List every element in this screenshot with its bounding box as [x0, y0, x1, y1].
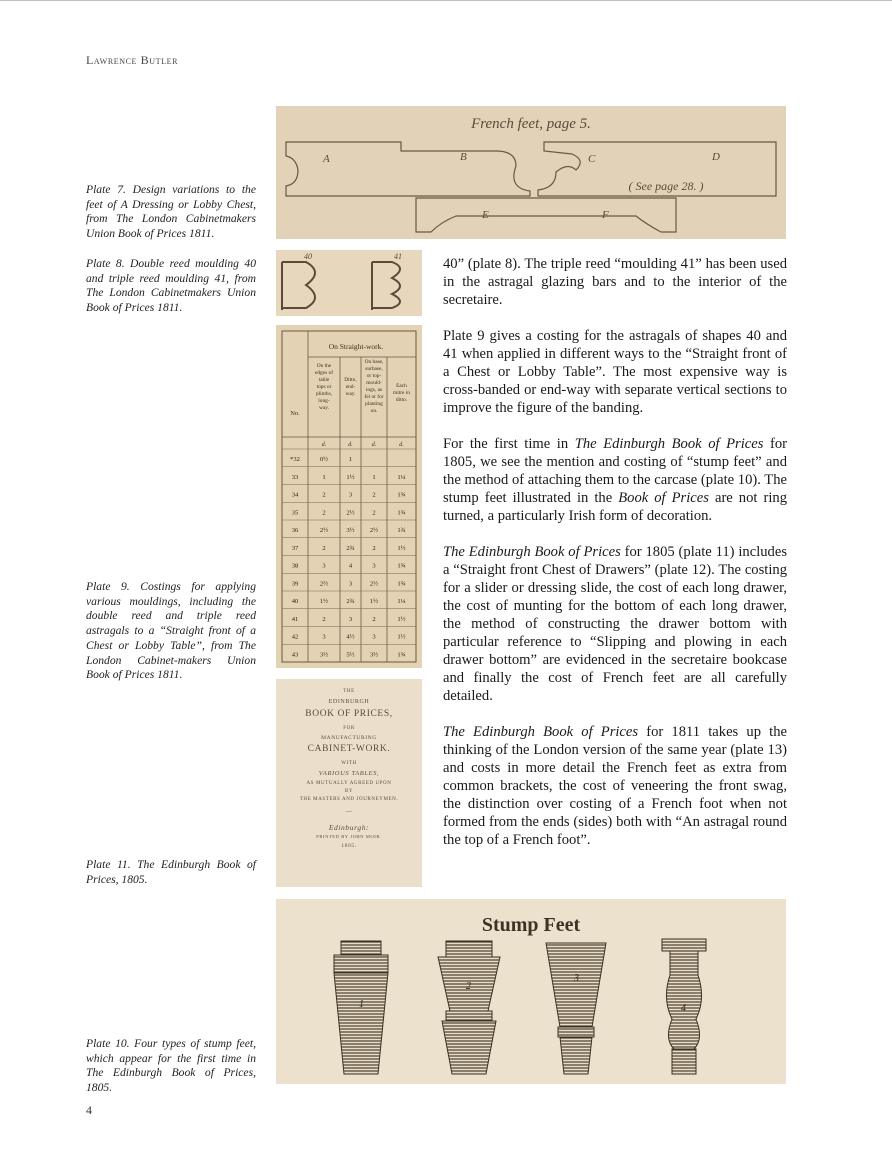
plate-9-cell: 1½ [346, 473, 355, 481]
plate-7-foot-ef [416, 198, 676, 232]
stump-foot-1-number: 1 [359, 999, 364, 1010]
plate-9-header-col2-line: Ditto, [344, 377, 357, 383]
paragraph-5-text: for 1811 takes up the thinking of the London version of the same year (plate 13) and costs in more detail the French feet as extra from common brackets, the cost of veneering the front swag, the distinction over costing of a French foot when not formed from the ends (sides) both with “An astragal round the top of a French foot”. [443, 724, 787, 848]
plate-9-cell: 3½ [346, 527, 355, 535]
stump-foot-4 [662, 939, 706, 1074]
plate-7-french-feet-image [276, 106, 786, 239]
plate-9-cell: 3½ [319, 651, 329, 659]
plate-8-label-40: 40 [304, 252, 312, 261]
stump-foot-3-number: 3 [574, 973, 579, 984]
plate-11-line: BOOK OF PRICES, [305, 709, 393, 720]
plate-9-cell: 43 [291, 651, 299, 659]
plate-9-cell: 1 [372, 473, 376, 481]
plate-9-header-col3-line: or top- [366, 373, 382, 379]
paragraph-4-text: for 1805 (plate 11) includes a “Straight front Chest of Drawers” (plate 12). The costing for a slider or dressing slide, the cost of each long drawer, the cost of munting for the bottom of each long drawer, the method of constructing the drawer bottom with particular reference to “Slipping and plowing in each drawer bottom” are evidenced in the secretaire bookcase and finally the cost of French feet are all carefully detailed. [443, 544, 787, 704]
plate-11-line: PRINTED BY JOHN MOIR. [316, 833, 382, 839]
paragraph-3-text-2: for 1805, we see the mention and costing of “stump feet” and the method of attaching them to the carcase (plate 10). The stump feet illustrated in the [443, 436, 787, 506]
plate-9-cell: 3 [348, 580, 353, 588]
plate-9-header-col1-line: long- [318, 398, 330, 404]
paragraph-4 [443, 543, 787, 705]
plate-9-header-col4-line: Each [396, 383, 407, 389]
plate-9-cell: 2½ [319, 527, 329, 535]
plate-9-header-col4-line: ditto. [395, 397, 408, 403]
plate-11-line: VARIOUS TABLES, [318, 769, 380, 777]
stump-foot-1 [334, 941, 388, 1074]
caption-plate-11: Plate 11. The Edinburgh Book of Prices, 1805. [86, 858, 256, 886]
plate-9-header-col3-line: fel or for [364, 394, 384, 400]
plate-9-cell: 2¾ [346, 598, 355, 606]
plate-9-header-col1-line: table [318, 377, 330, 383]
paragraph-3-title-2: Book of Prices [618, 490, 709, 506]
plate-9-cell: 3 [372, 562, 376, 570]
plate-9-header-col4-line: mitre in [393, 390, 410, 396]
plate-8-double-reed [282, 262, 315, 310]
paragraph-3-text: For the first time in [443, 436, 575, 452]
plate-9-cell: 2 [372, 544, 376, 552]
plate-9-header-col3-line: on. [370, 408, 378, 414]
plate-9-cell: 1¼ [397, 473, 406, 481]
plate-8-reed-moulding-image [276, 250, 422, 316]
plate-9-cell: 2 [322, 509, 326, 517]
plate-9-cell: 4 [348, 562, 353, 570]
plate-9-header-col1-line: edges of [314, 370, 334, 376]
plate-9-cell: 5½ [346, 651, 355, 659]
plate-9-cell: 0½ [319, 456, 329, 464]
plate-9-unit-mark: d. [399, 442, 404, 448]
plate-9-header-col1-line: way. [319, 405, 329, 411]
plate-11-line: BY [344, 789, 354, 795]
paragraph-3-text-3: are not ring turned, a particularly Irish form of decoration. [443, 490, 787, 524]
plate-9-cell: 1¾ [397, 509, 406, 517]
plate-9-cell: 2 [372, 509, 376, 517]
plate-9-header-col1-line: plinths, [315, 391, 333, 397]
plate-9-cell: 42 [291, 633, 299, 641]
plate-7-letter-a: A [323, 153, 330, 165]
plate-7-foot-ab [286, 142, 530, 196]
plate-9-cell: 36 [291, 527, 299, 535]
plate-9-header-col3-line: surbase, [365, 366, 383, 372]
plate-11-line: EDINBURGH [328, 699, 370, 705]
plate-11-line: — [345, 809, 353, 816]
plate-7-letter-f: F [602, 209, 609, 221]
plate-11-line: MANUFACTURING [321, 734, 377, 741]
plate-9-cell: 2½ [369, 527, 379, 535]
plate-9-cell: 2¾ [346, 544, 355, 552]
plate-7-letter-b: B [460, 151, 467, 163]
stump-foot-2 [438, 941, 500, 1074]
plate-9-unit-mark: d. [371, 442, 377, 448]
plate-9-cell: 2 [322, 491, 326, 499]
plate-11-line: THE [343, 689, 355, 694]
stump-foot-3 [546, 943, 606, 1074]
plate-9-unit-mark: d. [348, 442, 353, 448]
plate-7-letter-e: E [482, 209, 489, 221]
running-head: Lawrence Butler [86, 53, 179, 67]
plate-11-line: 1805. [341, 842, 357, 849]
plate-9-cell: 34 [291, 491, 299, 499]
plate-9-header-col3-line: On base, [364, 359, 384, 365]
plate-7-heading: French feet, page 5. [471, 116, 591, 132]
plate-11-line: THE MASTERS AND JOURNEYMEN. [299, 797, 399, 803]
plate-9-unit-mark: d. [321, 442, 327, 448]
plate-9-cell: 1 [348, 456, 353, 464]
plate-9-cell: 1¾ [397, 491, 406, 499]
caption-plate-8: Plate 8. Double reed moulding 40 and triple reed moulding 41, from The London Cabinetmakers Union Book of Prices 1811. [86, 257, 256, 315]
paragraph-3 [443, 435, 787, 525]
paragraph-4-title: The Edinburgh Book of Prices [443, 544, 621, 560]
plate-9-cell: 2 [322, 544, 326, 552]
plate-9-cell: 1½ [397, 615, 406, 623]
plate-9-cell: 3 [322, 633, 326, 641]
plate-9-cell: 3 [348, 491, 353, 499]
plate-9-cell: 2 [322, 615, 326, 623]
plate-9-cell: 39 [291, 580, 299, 588]
plate-9-cell: 1¾ [397, 527, 406, 535]
plate-11-line: CABINET-WORK. [307, 744, 391, 755]
plate-9-cell: 1½ [397, 544, 406, 552]
plate-9-cell: 2½ [369, 580, 379, 588]
plate-9-cell: 35 [291, 509, 299, 517]
plate-9-cell: 33 [291, 473, 299, 481]
plate-11-line: WITH [341, 760, 357, 766]
paragraph-5-title: The Edinburgh Book of Prices [443, 724, 639, 740]
plate-11-line: Edinburgh: [328, 822, 370, 832]
plate-9-cell: 1½ [369, 598, 379, 606]
caption-plate-9: Plate 9. Costings for applying various mouldings, including the double reed and triple reed astragals to a “Straight front of a Chest or Lobby Table”, from The London Cabinet-makers Union Book of Prices 1811. [86, 580, 256, 682]
plate-9-cell: 37 [291, 544, 299, 552]
plate-10-title: Stump Feet [481, 914, 581, 936]
plate-9-header-col2-line: end- [345, 384, 356, 390]
page-number: 4 [86, 1103, 92, 1117]
plate-9-cell: 3 [372, 633, 376, 641]
plate-9-header-col3-line: mould- [366, 380, 382, 386]
paragraph-3-title: The Edinburgh Book of Prices [574, 436, 764, 452]
plate-7-letter-c: C [588, 153, 596, 165]
plate-9-header-col3-line: planting [365, 401, 383, 407]
plate-9-cell: 2½ [319, 580, 329, 588]
plate-9-cell: 1¾ [397, 562, 406, 570]
plate-9-header-col1-line: tops or [316, 384, 332, 390]
plate-9-header-col1-line: On the [316, 363, 332, 369]
plate-9-cell: 1 [322, 473, 326, 481]
plate-10-stump-feet-image [276, 899, 786, 1084]
plate-11-line: FOR [343, 725, 355, 731]
plate-9-cell: 2 [372, 491, 376, 499]
plate-9-cell: 3½ [369, 651, 379, 659]
caption-plate-10: Plate 10. Four types of stump feet, which appear for the first time in The Edinburgh Book of Prices, 1805. [86, 1037, 256, 1095]
caption-plate-7: Plate 7. Design variations to the feet of A Dressing or Lobby Chest, from The London Cabinetmakers Union Book of Prices 1811. [86, 183, 256, 241]
plate-9-cell: 1¼ [397, 598, 406, 606]
plate-9-cell: 1¾ [397, 651, 406, 659]
plate-9-cell: 2½ [346, 509, 355, 517]
plate-8-triple-reed [372, 262, 400, 310]
plate-9-cell: 2 [372, 615, 376, 623]
plate-9-cell: 38 [291, 562, 299, 570]
plate-9-header-col2-line: way. [345, 391, 356, 397]
plate-8-label-41: 41 [394, 252, 402, 261]
plate-9-cell: 1¾ [397, 580, 406, 588]
plate-7-letter-d: D [712, 151, 720, 163]
plate-9-cell: 41 [291, 615, 299, 623]
plate-9-cell: 4½ [346, 633, 355, 641]
paragraph-5 [443, 723, 787, 849]
plate-7-see-note: ( See page 28. ) [628, 179, 704, 193]
plate-9-cell: 3 [348, 615, 353, 623]
plate-9-cell: 1½ [397, 633, 406, 641]
top-rule [0, 0, 892, 1]
plate-9-header-no: No. [290, 410, 300, 417]
paragraph-2: Plate 9 gives a costing for the astragals of shapes 40 and 41 when applied in different ways to the “Straight front of a Chest or Lobby Table”. The most expensive way is cross-banded or end-way with separate vertical sections to improve the figure of the banding. [443, 328, 787, 416]
plate-11-title-page-image [276, 679, 422, 887]
plate-9-cell: *32 [290, 456, 300, 464]
plate-9-cell: 3 [322, 562, 326, 570]
plate-9-costing-table-image [276, 325, 422, 668]
plate-9-title: On Straight-work. [328, 342, 384, 351]
stump-foot-2-number: 2 [466, 981, 471, 992]
plate-9-cell: 40 [291, 598, 299, 606]
plate-9-cell: 1½ [319, 598, 329, 606]
plate-9-header-col3-line: ings, as [365, 387, 383, 393]
plate-11-line: AS MUTUALLY AGREED UPON [306, 781, 392, 787]
paragraph-1: 40” (plate 8). The triple reed “moulding 41” has been used in the astragal glazing bars and to the interior of the secretaire. [443, 256, 787, 308]
body-text [443, 255, 787, 867]
stump-foot-4-number: 4 [681, 1003, 686, 1014]
